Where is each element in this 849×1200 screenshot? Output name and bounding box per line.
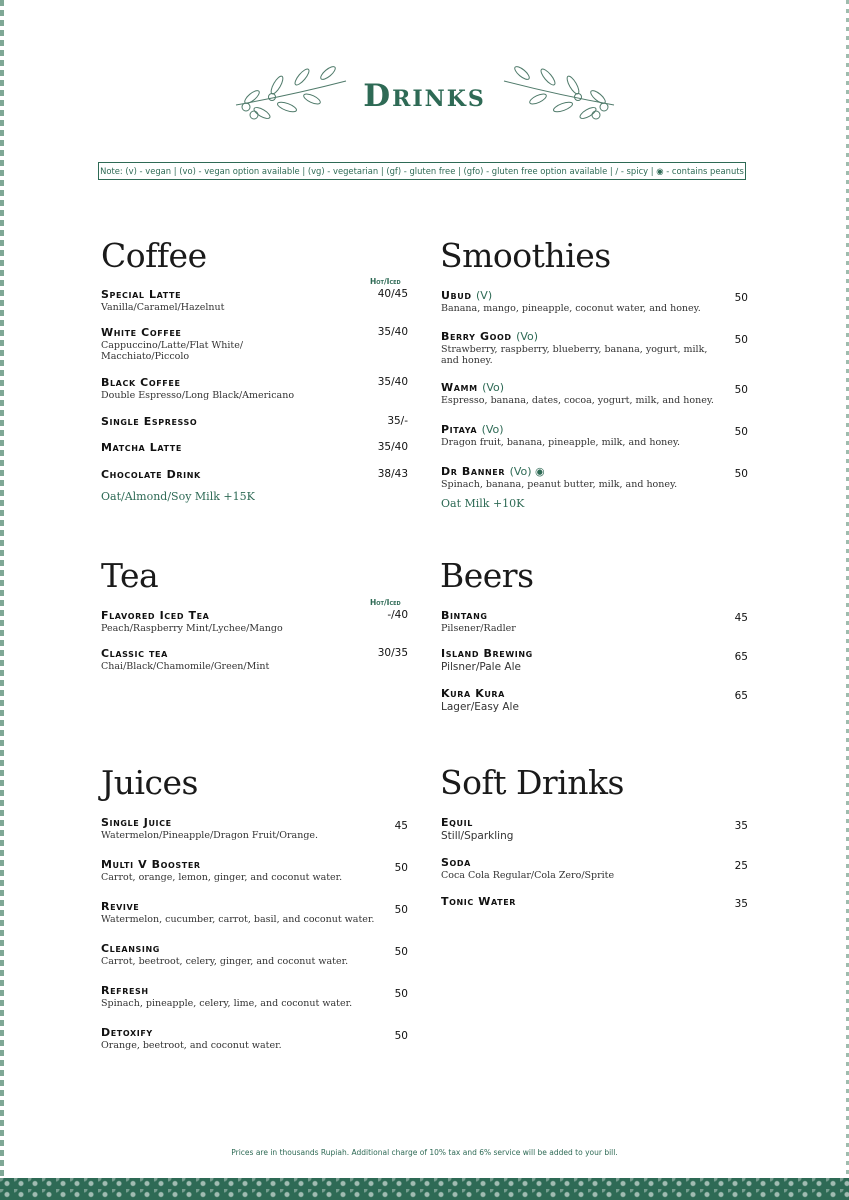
item-desc: Peach/Raspberry Mint/Lychee/Mango <box>101 623 283 634</box>
menu-item <box>441 647 701 674</box>
item-desc: Coca Cola Regular/Cola Zero/Sprite <box>441 870 615 881</box>
menu-item <box>441 609 701 634</box>
menu-item <box>441 423 726 448</box>
menu-item <box>101 326 271 362</box>
item-name: Dr Banner <box>441 465 506 478</box>
item-price: 25 <box>734 860 748 872</box>
menu-item <box>101 984 386 1009</box>
item-name: Flavored Iced Tea <box>101 609 210 622</box>
item-name: Berry Good <box>441 330 512 343</box>
item-price: 35 <box>734 898 748 910</box>
smoothies-extra-note: Oat Milk +10K <box>441 497 525 510</box>
item-tag: (V) <box>476 289 493 302</box>
menu-item <box>101 816 386 841</box>
item-desc: Vanilla/Caramel/Hazelnut <box>101 302 225 313</box>
item-price: 30/35 <box>377 647 408 659</box>
item-price: 50 <box>734 384 748 396</box>
menu-item <box>101 376 361 401</box>
section-title-soft-drinks: Soft Drinks <box>440 763 624 802</box>
item-desc: Orange, beetroot, and coconut water. <box>101 1040 282 1051</box>
item-price: 45 <box>394 820 408 832</box>
menu-item <box>441 465 726 490</box>
item-desc: Double Espresso/Long Black/Americano <box>101 390 295 401</box>
item-name: White Coffee <box>101 326 182 339</box>
item-tag: (Vo) <box>481 423 504 436</box>
item-name: Multi V Booster <box>101 858 201 871</box>
item-price: 50 <box>394 1030 408 1042</box>
item-desc: Watermelon/Pineapple/Dragon Fruit/Orange. <box>101 830 319 841</box>
item-name: Single Espresso <box>101 415 198 428</box>
item-desc: Lager/Easy Ale <box>441 701 519 713</box>
item-name: Matcha Latte <box>101 441 182 454</box>
item-desc: Cappuccino/Latte/Flat White/ Macchiato/Piccolo <box>101 340 244 362</box>
item-price: 50 <box>394 988 408 1000</box>
item-tag: (Vo) <box>516 330 539 343</box>
menu-item <box>101 858 386 883</box>
item-price: 50 <box>734 292 748 304</box>
menu-item <box>441 330 726 366</box>
item-price: 50 <box>734 426 748 438</box>
footer-note: Prices are in thousands Rupiah. Additional charge of 10% tax and 6% service will be added to your bill. <box>231 1148 618 1157</box>
item-name: Pitaya <box>441 423 478 436</box>
menu-item <box>101 647 361 672</box>
item-price: 45 <box>734 612 748 624</box>
section-title-coffee: Coffee <box>101 236 207 275</box>
item-name: Kura Kura <box>441 687 505 700</box>
item-desc: Pilsner/Pale Ale <box>441 661 521 673</box>
item-price: 50 <box>394 862 408 874</box>
item-desc: Carrot, beetroot, celery, ginger, and coconut water. <box>101 956 349 967</box>
item-name: Bintang <box>441 609 488 622</box>
item-price: 50 <box>734 468 748 480</box>
item-name: Black Coffee <box>101 376 181 389</box>
item-name: Tonic Water <box>441 895 517 908</box>
item-desc: Strawberry, raspberry, blueberry, banana, yogurt, milk, and honey. <box>441 344 708 366</box>
item-desc: Spinach, banana, peanut butter, milk, and honey. <box>441 479 678 490</box>
item-name: Special Latte <box>101 288 182 301</box>
hot-iced-label: Hot/Iced <box>370 598 401 607</box>
item-price: 35 <box>734 820 748 832</box>
item-name: Chocolate Drink <box>101 468 201 481</box>
menu-item <box>101 415 361 428</box>
item-name: Island Brewing <box>441 647 533 660</box>
section-title-juices: Juices <box>101 763 198 802</box>
item-price: 65 <box>734 651 748 663</box>
coffee-extra-note: Oat/Almond/Soy Milk +15K <box>101 490 255 503</box>
item-tag: (Vo) <box>482 381 505 394</box>
page-title: Drinks <box>363 78 486 114</box>
item-price: 40/45 <box>377 288 408 300</box>
item-desc: Carrot, orange, lemon, ginger, and coconut water. <box>101 872 343 883</box>
item-tag: (Vo) ◉ <box>509 465 545 478</box>
item-price: 50 <box>394 946 408 958</box>
item-desc: Pilsener/Radler <box>441 623 516 634</box>
menu-item <box>101 1026 386 1051</box>
menu-item <box>441 381 726 406</box>
menu-item <box>101 900 386 925</box>
menu-item <box>101 441 361 454</box>
item-name: Classic tea <box>101 647 168 660</box>
menu-item <box>441 895 701 908</box>
menu-item <box>101 288 361 313</box>
item-price: 65 <box>734 690 748 702</box>
menu-item <box>441 687 701 714</box>
menu-item <box>101 468 361 481</box>
hot-iced-label: Hot/Iced <box>370 277 401 286</box>
menu-item <box>441 856 701 881</box>
item-price: 50 <box>734 334 748 346</box>
section-title-smoothies: Smoothies <box>440 236 611 275</box>
item-name: Soda <box>441 856 471 869</box>
item-name: Cleansing <box>101 942 160 955</box>
item-name: Ubud <box>441 289 472 302</box>
item-price: 35/40 <box>377 376 408 388</box>
item-desc: Watermelon, cucumber, carrot, basil, and coconut water. <box>101 914 375 925</box>
item-name: Single Juice <box>101 816 172 829</box>
left-dashed-border <box>0 0 4 1180</box>
item-name: Revive <box>101 900 140 913</box>
item-desc: Banana, mango, pineapple, coconut water, and honey. <box>441 303 701 314</box>
item-name: Equil <box>441 816 473 829</box>
bottom-pattern-band <box>0 1178 849 1200</box>
item-price: 38/43 <box>377 468 408 480</box>
item-price: 35/- <box>387 415 408 427</box>
item-desc: Chai/Black/Chamomile/Green/Mint <box>101 661 270 672</box>
item-desc: Espresso, banana, dates, cocoa, yogurt, milk, and honey. <box>441 395 714 406</box>
item-price: 35/40 <box>377 441 408 453</box>
section-title-beers: Beers <box>440 556 534 595</box>
item-desc: Dragon fruit, banana, pineapple, milk, and honey. <box>441 437 681 448</box>
section-title-tea: Tea <box>101 556 159 595</box>
item-name: Wamm <box>441 381 478 394</box>
item-desc: Still/Sparkling <box>441 830 514 842</box>
menu-item <box>441 816 701 843</box>
menu-item <box>101 942 386 967</box>
item-price: -/40 <box>387 609 408 621</box>
item-name: Refresh <box>101 984 149 997</box>
item-desc: Spinach, pineapple, celery, lime, and coconut water. <box>101 998 353 1009</box>
menu-item <box>101 609 361 634</box>
item-price: 50 <box>394 904 408 916</box>
dietary-note: Note: (v) - vegan | (vo) - vegan option available | (vg) - vegetarian | (gf) - gluten free | (gfo) - gluten free option available | ∕ - spicy | ◉ - contains peanuts <box>98 162 746 180</box>
menu-item <box>441 289 726 314</box>
item-price: 35/40 <box>377 326 408 338</box>
item-name: Detoxify <box>101 1026 153 1039</box>
